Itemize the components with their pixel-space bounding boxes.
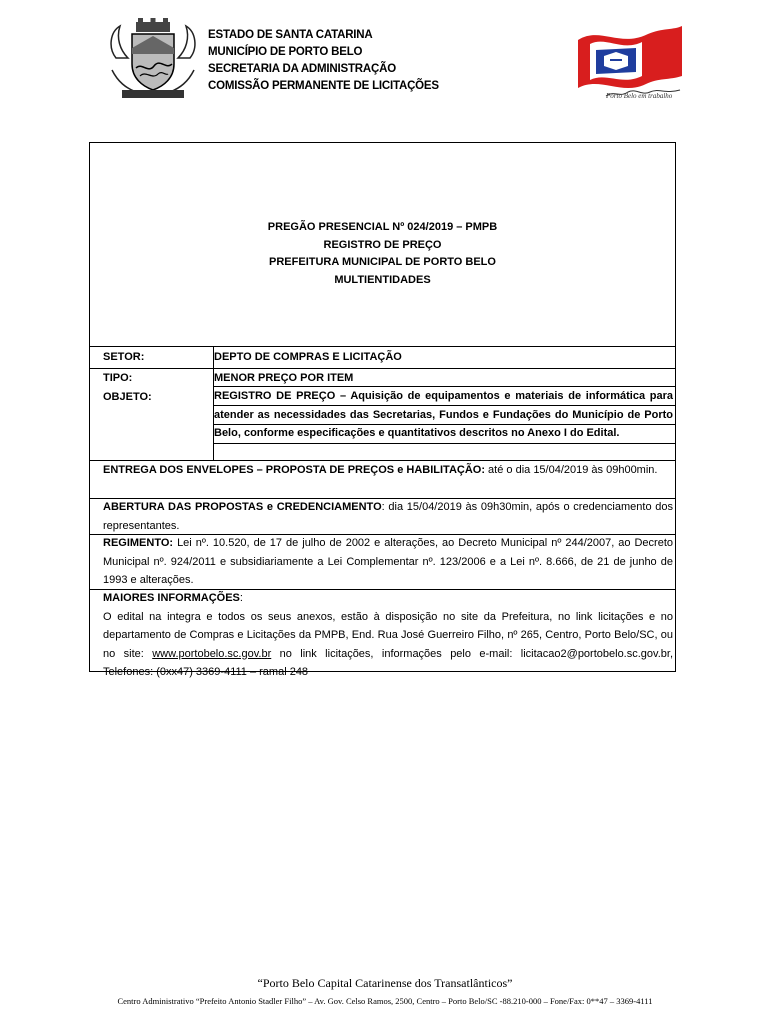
multientidades-title: MULTIENTIDADES (334, 273, 431, 286)
title-block (90, 219, 675, 289)
footer-address: Centro Administrativo “Prefeito Antonio Stadler Filho” – Av. Gov. Celso Ramos, 2500, Centro – Porto Belo/SC -88.210-000 – Fone/Fax: 0**47 – 3369-4111 (117, 996, 653, 1006)
document-box (89, 142, 676, 678)
maiores-text-after: no link licitações, informações pelo e-mail: licitacao2@portobelo.sc.gov.br, Telefones: (0xx47) 3369-4111 – ramal 248 (103, 647, 674, 678)
tipo-value: MENOR PREÇO POR ITEM (214, 372, 354, 384)
pregao-title: PREGÃO PRESENCIAL Nº 024/2019 – PMPB (267, 221, 498, 233)
footer-quote: “Porto Belo Capital Catarinense dos Transatlânticos” (257, 976, 513, 990)
maiores-label: MAIORES INFORMAÇÕES (103, 592, 240, 604)
maiores-paragraph (103, 589, 673, 682)
maiores-text-before: O edital na integra e todos os seus anexos, estão à disposição no site da Prefeitura, no link licitações e no departamento de Compras e Licitações da PMPB, End. Rua José Guerreiro Filho, nº 265, Centro, Porto Belo/SC, ou no site: (103, 610, 673, 660)
entrega-label: ENTREGA DOS ENVELOPES – PROPOSTA DE PREÇOS e HABILITAÇÃO: (103, 464, 485, 476)
header-commission: COMISSÃO PERMANENTE DE LICITAÇÕES (208, 80, 439, 92)
setor-value: DEPTO DE COMPRAS E LICITAÇÃO (214, 351, 402, 363)
header-state: ESTADO DE SANTA CATARINA (208, 29, 373, 41)
divider (213, 443, 675, 444)
objeto-value: REGISTRO DE PREÇO – Aquisição de equipamentos e materiais de informática para atender as necessidades das Secretarias, Fundos e Fundações do Município de Porto Belo, conforme especificações e quantitativos descritos no Anexo I do Edital. (214, 390, 673, 439)
setor-label: SETOR: (103, 351, 145, 363)
regimento-paragraph (103, 534, 673, 590)
regimento-text: Lei nº. 10.520, de 17 de julho de 2002 e alterações, ao Decreto Municipal nº 244/2007, ao Decreto Municipal nº. 924/2011 e subsidiariamente a Lei Complementar nº. 123/2006 e a Lei nº. 8.666, de 21 de junho de 1993 e alterações. (103, 537, 673, 586)
tipo-label: TIPO: (103, 372, 133, 384)
registro-title: REGISTRO DE PREÇO (323, 238, 442, 251)
entrega-text: até o dia 15/04/2019 às 09h00min. (485, 464, 658, 476)
header-municipality: MUNICÍPIO DE PORTO BELO (208, 46, 363, 58)
abertura-paragraph (103, 498, 673, 535)
objeto-label: OBJETO: (103, 391, 152, 403)
prefeitura-title: PREFEITURA MUNICIPAL DE PORTO BELO (269, 256, 496, 268)
abertura-label: ABERTURA DAS PROPOSTAS e CREDENCIAMENTO (103, 501, 382, 513)
coat-of-arms-logo (106, 18, 200, 100)
header-secretariat: SECRETARIA DA ADMINISTRAÇÃO (208, 63, 396, 75)
divider (90, 346, 675, 347)
maiores-colon: : (239, 592, 243, 604)
regimento-label: REGIMENTO: (103, 537, 174, 549)
website-link[interactable]: www.portobelo.sc.gov.br (152, 647, 272, 660)
svg-text:Porto Belo em trabalho: Porto Belo em trabalho (606, 92, 673, 100)
municipal-flag-logo (570, 22, 688, 102)
entrega-paragraph (103, 461, 673, 480)
abertura-text: : dia 15/04/2019 às 09h30min, após o credenciamento dos representantes. (103, 501, 674, 532)
